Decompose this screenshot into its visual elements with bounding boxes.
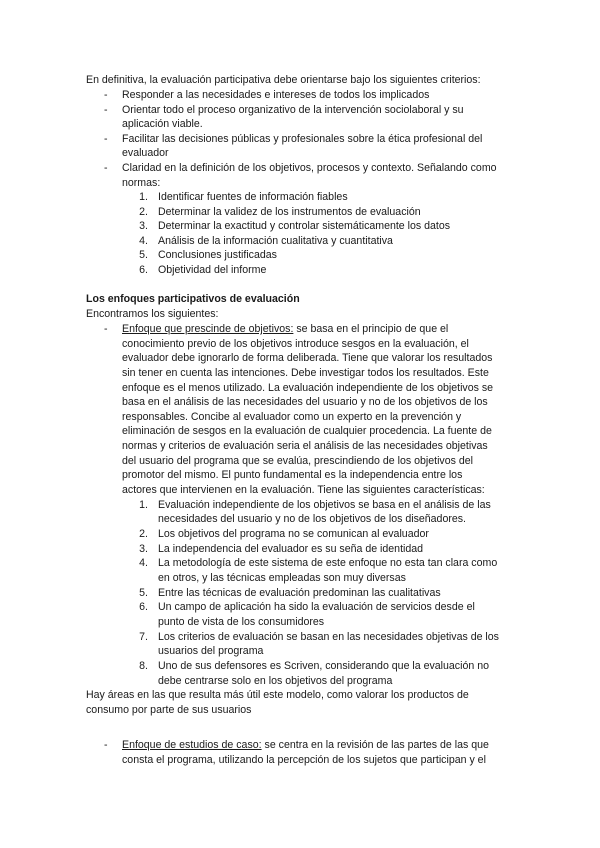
enfoque2-line: consta el programa, utilizando la percepción de los sujetos que participan y el <box>122 754 486 766</box>
feature-number: 3. <box>139 543 148 555</box>
norm-item: Identificar fuentes de información fiables <box>158 191 348 203</box>
norm-item: Determinar la validez de los instrumentos de evaluación <box>158 206 421 218</box>
bullet-dash: - <box>104 104 108 116</box>
feature-item: Evaluación independiente de los objetivos se basa en el análisis de las <box>158 499 491 511</box>
enfoque1-line: enfoque es el menos utilizado. La evaluación independiente de los objetivos se <box>122 382 494 394</box>
norm-number: 5. <box>139 249 148 261</box>
criteria-item-cont: evaluador <box>122 147 169 159</box>
feature-item: Uno de sus defensores es Scriven, considerando que la evaluación no <box>158 660 489 672</box>
criteria-item: Responder a las necesidades e intereses de todos los implicados <box>122 89 430 101</box>
criteria-item: Orientar todo el proceso organizativo de la intervención sociolaboral y su <box>122 104 464 116</box>
norm-number: 1. <box>139 191 148 203</box>
feature-item-cont: punto de vista de los consumidores <box>158 616 325 628</box>
norm-number: 4. <box>139 235 148 247</box>
paragraph-line: consumo por parte de sus usuarios <box>86 704 252 716</box>
feature-number: 7. <box>139 631 148 643</box>
feature-item: Los criterios de evaluación se basan en las necesidades objetivas de los <box>158 631 499 643</box>
enfoque1-line: eliminación de sesgos en la evaluación de cualquier procedencia. La fuente de <box>122 425 492 437</box>
bullet-dash: - <box>104 162 108 174</box>
criteria-item: Claridad en la definición de los objetivos, procesos y contexto. Señalando como <box>122 162 497 174</box>
bullet-dash: - <box>104 89 108 101</box>
feature-item-cont: necesidades del usuario y no de los objetivos de los diseñadores. <box>158 513 467 525</box>
section-intro: Encontramos los siguientes: <box>86 308 219 320</box>
enfoque1-line: del usuario del programa que se evalúa, prescindiendo de los objetivos del <box>122 455 473 467</box>
bullet-dash: - <box>104 133 108 145</box>
norm-number: 6. <box>139 264 148 276</box>
norm-number: 2. <box>139 206 148 218</box>
enfoque2-first-rest: se centra en la revisión de las partes de las que <box>261 739 489 751</box>
paragraph-line: Hay áreas en las que resulta más útil este modelo, como valorar los productos de <box>86 689 469 701</box>
norm-item: Análisis de la información cualitativa y cuantitativa <box>158 235 393 247</box>
feature-item: Entre las técnicas de evaluación predominan las cualitativas <box>158 587 441 599</box>
enfoque1-line: basa en el análisis de las necesidades del usuario y no de los objetivos de los <box>122 396 488 408</box>
feature-number: 2. <box>139 528 148 540</box>
enfoque2-first-line <box>122 738 489 753</box>
enfoque1-line: responsables. Concibe al evaluador como un experto en la prevención y <box>122 411 462 423</box>
section-title: Los enfoques participativos de evaluación <box>86 293 300 305</box>
feature-item-cont: en otros, y las técnicas empleadas son muy diversas <box>158 572 406 584</box>
feature-item: Los objetivos del programa no se comunican al evaluador <box>158 528 429 540</box>
enfoque1-line: actores que intervienen en la evaluación. Tiene las siguientes características: <box>122 484 485 496</box>
feature-number: 1. <box>139 499 148 511</box>
enfoque1-line: normas y criterios de evaluación seria el análisis de las necesidades objetivas <box>122 440 488 452</box>
criteria-item-cont: aplicación viable. <box>122 118 203 130</box>
feature-number: 8. <box>139 660 148 672</box>
bullet-dash: - <box>104 323 108 335</box>
feature-number: 6. <box>139 601 148 613</box>
feature-item: La metodología de este sistema de este enfoque no esta tan clara como <box>158 557 498 569</box>
feature-number: 5. <box>139 587 148 599</box>
feature-item: Un campo de aplicación ha sido la evaluación de servicios desde el <box>158 601 475 613</box>
enfoque1-line: evaluador debe ignorarlo de forma deliberada. Tiene que valorar los resultados <box>122 352 493 364</box>
enfoque1-title: Enfoque que prescinde de objetivos: <box>122 323 294 335</box>
norm-item: Conclusiones justificadas <box>158 249 277 261</box>
feature-item-cont: usuarios del programa <box>158 645 264 657</box>
criteria-item: Facilitar las decisiones públicas y profesionales sobre la ética profesional del <box>122 133 483 145</box>
norm-number: 3. <box>139 220 148 232</box>
enfoque1-first-rest: se basa en el principio de que el <box>293 323 449 335</box>
enfoque1-first-line <box>122 322 448 337</box>
norm-item: Objetividad del informe <box>158 264 267 276</box>
enfoque1-line: sin tener en cuenta las intenciones. Debe investigar todos los resultados. Este <box>122 367 489 379</box>
enfoque2-title: Enfoque de estudios de caso: <box>122 739 262 751</box>
enfoque1-line: conocimiento previo de los objetivos introduce sesgos en la evaluación, el <box>122 338 469 350</box>
enfoque1-line: promotor del mismo. El punto fundamental es la independencia entre los <box>122 469 463 481</box>
criteria-item-cont: normas: <box>122 177 161 189</box>
feature-item-cont: debe centrarse solo en los objetivos del programa <box>158 675 393 687</box>
intro-text: En definitiva, la evaluación participativa debe orientarse bajo los siguientes criterios: <box>86 74 481 86</box>
bullet-dash: - <box>104 739 108 751</box>
norm-item: Determinar la exactitud y controlar sistemáticamente los datos <box>158 220 451 232</box>
feature-number: 4. <box>139 557 148 569</box>
feature-item: La independencia del evaluador es su seña de identidad <box>158 543 424 555</box>
